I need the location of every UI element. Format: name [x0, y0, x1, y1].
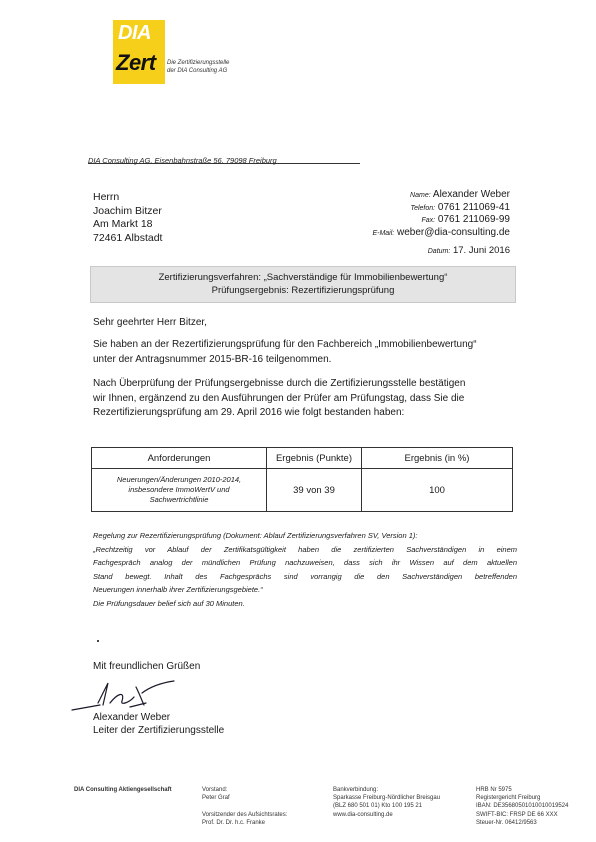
- contact-value: 0761 211069-41: [437, 201, 510, 213]
- footer-line: HRB Nr 5975: [476, 787, 512, 793]
- logo-text-dia: DIA: [118, 22, 151, 44]
- footer-line: IBAN: DE35680501010010019524: [476, 803, 569, 810]
- footer-line: Vorsitzender des Aufsichtsrates:: [202, 811, 288, 818]
- table-header: Ergebnis (in %): [362, 448, 513, 469]
- recipient-address: [93, 191, 162, 245]
- note-duration: Die Prüfungsdauer belief sich auf 30 Minuten.: [93, 598, 245, 608]
- sender-line: DIA Consulting AG, Eisenbahnstraße 56, 79098 Freiburg: [88, 156, 277, 165]
- recipient-line: Herrn: [93, 191, 120, 203]
- note-line: „Rechtzeitig vor Ablauf der Zertifikatsgültigkeit haben die zertifizierten Sachverständigen in einem: [93, 544, 517, 554]
- paragraph-line: Sie haben an der Rezertifizierungsprüfung für den Fachbereich „Immobilienbewertung“: [93, 339, 477, 350]
- recipient-line: Joachim Bitzer: [93, 204, 162, 217]
- table-row: [92, 469, 513, 512]
- requirement-line: Sachwertrichtlinie: [149, 495, 209, 504]
- table-cell-points: 39 von 39: [267, 469, 362, 512]
- footer-website-link[interactable]: www.dia-consulting.de: [333, 811, 393, 818]
- date-label: Datum:: [427, 248, 451, 255]
- table-cell-requirement: [92, 469, 267, 512]
- footer-line: SWIFT-BIC: FRSP DE 66 XXX: [476, 811, 558, 818]
- subject-box: [90, 266, 516, 303]
- table-header: Ergebnis (Punkte): [267, 448, 362, 469]
- letter-date: [428, 245, 510, 256]
- contact-name: [372, 189, 510, 202]
- paragraph-line: unter der Antragsnummer 2015-BR-16 teilgenommen.: [93, 353, 332, 365]
- contact-block: [372, 189, 510, 239]
- footer-line: Prof. Dr. Dr. h.c. Franke: [202, 819, 266, 826]
- subject-line: Zertifizierungsverfahren: „Sachverständige für Immobilienbewertung“: [158, 272, 448, 283]
- results-table: [91, 447, 513, 512]
- paragraph-1: [93, 338, 477, 367]
- footer-line: Registergericht Freiburg: [476, 795, 541, 802]
- table-cell-percent: 100: [362, 469, 513, 512]
- regulation-note: [93, 529, 517, 611]
- note-line: Stand bewegt. Inhalt des Fachgesprächs sind vorrangig die den Sachverständigen betreffenden: [93, 571, 517, 581]
- paragraph-line: Rezertifizierungsprüfung am 29. April 2016 wie folgt bestanden haben:: [93, 407, 405, 418]
- subject-line: Prüfungsergebnis: Rezertifizierungsprüfung: [211, 285, 395, 296]
- paragraph-2: [93, 377, 465, 421]
- stray-mark: [97, 640, 99, 642]
- closing: Mit freundlichen Grüßen: [93, 661, 201, 672]
- requirement-line: Neuerungen/Änderungen 2010-2014,: [116, 475, 242, 484]
- signature-image: [70, 675, 190, 715]
- dia-zert-logo: [113, 20, 165, 84]
- signer-block: [93, 711, 224, 737]
- signer-name: Alexander Weber: [93, 712, 171, 723]
- note-heading: Regelung zur Rezertifizierungsprüfung (Dokument: Ablauf Zertifizierungsverfahren SV, Version 1):: [93, 531, 418, 540]
- logo-subtitle: [167, 59, 229, 75]
- contact-label: E-Mail:: [372, 229, 395, 237]
- paragraph-line: wir Ihnen, ergänzend zu den Ausführungen der Prüfer am Prüfungstag, dass Sie die: [93, 392, 465, 404]
- contact-label: Name:: [410, 192, 431, 199]
- note-line: Fachgespräch analog der mündlichen Prüfung nachzuweisen, dass sich ihr Wissen auf dem aktuellen: [93, 558, 517, 568]
- recipient-line: Am Markt 18: [93, 218, 153, 230]
- footer-company: DIA Consulting Aktiengesellschaft: [74, 787, 172, 793]
- contact-value[interactable]: weber@dia-consulting.de: [397, 226, 510, 238]
- contact-label: Telefon:: [410, 204, 436, 212]
- footer-line: Bankverbindung:: [333, 787, 379, 793]
- logo-subtitle-line: Die Zertifizierungsstelle: [167, 60, 230, 66]
- signer-title: Leiter der Zertifizierungsstelle: [93, 725, 225, 736]
- table-header-row: [92, 448, 513, 469]
- footer-line: Vorstand:: [202, 787, 228, 793]
- note-line: Neuerungen innerhalb ihrer Zertifizierungsgebiete.“: [93, 585, 263, 595]
- date-value: 17. Juni 2016: [452, 245, 510, 256]
- footer-line: (BLZ 680 501 01) Kto 100 195 21: [333, 803, 423, 810]
- contact-email: [372, 227, 510, 240]
- footer-line: Steuer-Nr. 06412/9563: [476, 819, 537, 826]
- contact-fax: [372, 214, 510, 227]
- contact-value: Alexander Weber: [432, 189, 510, 200]
- footer-bank: [333, 786, 440, 819]
- logo-subtitle-line: der DIA Consulting AG: [167, 68, 228, 74]
- recipient-line: 72461 Albstadt: [93, 231, 163, 244]
- paragraph-line: Nach Überprüfung der Prüfungsergebnisse durch die Zertifizierungsstelle bestätigen: [93, 378, 466, 389]
- footer-line: [202, 802, 287, 810]
- sender-divider: [88, 163, 360, 164]
- contact-label: Fax:: [421, 217, 436, 224]
- logo-text-zert: Zert: [116, 50, 156, 75]
- table-header: Anforderungen: [92, 448, 267, 469]
- contact-phone: [372, 202, 510, 215]
- requirement-line: insbesondere ImmoWertV und: [128, 485, 230, 494]
- footer-board: [202, 786, 287, 827]
- contact-value: 0761 211069-99: [437, 214, 510, 225]
- footer-register: [476, 786, 568, 827]
- footer-line: Sparkasse Freiburg-Nördlicher Breisgau: [333, 795, 441, 802]
- salutation: Sehr geehrter Herr Bitzer,: [93, 317, 207, 328]
- footer-line: Peter Graf: [202, 795, 230, 802]
